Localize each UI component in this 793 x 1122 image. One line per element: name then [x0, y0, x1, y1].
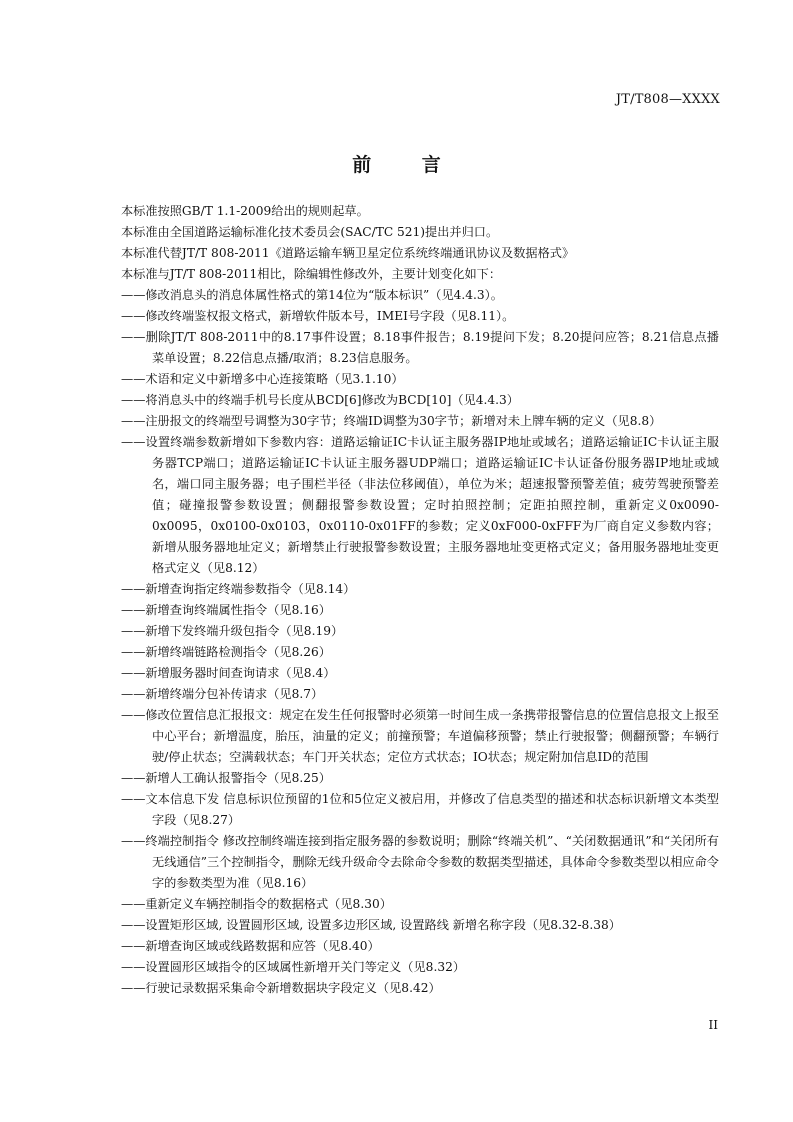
change-list-item: ——注册报文的终端型号调整为30字节；终端ID调整为30字节；新增对未上牌车辆的定义（见8.8）: [121, 414, 662, 428]
change-list-item: ——设置圆形区域指令的区域属性新增开关门等定义（见8.32）: [121, 960, 466, 974]
intro-paragraph: 本标准与JT/T 808-2011相比，除编辑性修改外，主要计划变化如下：: [121, 267, 502, 281]
change-list-item: ——删除JT/T 808-2011中的8.17事件设置；8.18事件报告；8.19提问下发；8.20提问应答；8.21信息点播菜单设置；8.22信息点播/取消；8.23信息服务。: [121, 330, 719, 365]
change-list-item: ——新增查询区域或线路数据和应答（见8.40）: [121, 939, 380, 953]
change-list-item: ——修改终端鉴权报文格式，新增软件版本号，IMEI号字段（见8.11）。: [121, 309, 515, 323]
change-list-item: ——行驶记录数据采集命令新增数据块字段定义（见8.42）: [121, 981, 441, 995]
change-list-item: ——新增查询终端属性指令（见8.16）: [121, 603, 331, 617]
change-list-item: ——将消息头中的终端手机号长度从BCD[6]修改为BCD[10]（见4.4.3）: [121, 393, 519, 407]
intro-paragraph: 本标准按照GB/T 1.1-2009给出的规则起草。: [121, 204, 369, 218]
page-number: II: [708, 1018, 718, 1032]
change-list-item: ——设置矩形区域, 设置圆形区域, 设置多边形区域, 设置路线 新增名称字段（见8.32-8.38）: [121, 918, 621, 932]
change-list-item: ——新增下发终端升级包指令（见8.19）: [121, 624, 344, 638]
change-list-item: ——术语和定义中新增多中心连接策略（见3.1.10）: [121, 372, 404, 386]
intro-paragraph: 本标准代替JT/T 808-2011《道路运输车辆卫星定位系统终端通讯协议及数据格式》: [121, 246, 575, 260]
body-text: [121, 201, 719, 999]
change-list-item: ——修改位置信息汇报报文：规定在发生任何报警时必须第一时间生成一条携带报警信息的位置信息报文上报至中心平台；新增温度，胎压，油量的定义；前撞预警；车道偏移预警；禁止行驶报警；侧翻预警；车辆行驶/停止状态；空满载状态；车门开关状态；定位方式状态；IO状态；规定附加信息ID的范围: [121, 708, 719, 764]
intro-paragraph: 本标准由全国道路运输标准化技术委员会(SAC/TC 521)提出并归口。: [121, 225, 499, 239]
change-list-item: ——新增人工确认报警指令（见8.25）: [121, 771, 331, 785]
change-list-item: ——设置终端参数新增如下参数内容：道路运输证IC卡认证主服务器IP地址或域名；道路运输证IC卡认证主服务器TCP端口；道路运输证IC卡认证主服务器UDP端口；道路运输证IC卡认证备份服务器IP地址或域名，端口同主服务器；电子围栏半径（非法位移阈值），单位为米；超速报警预警差值；疲劳驾驶预警差值；碰撞报警参数设置；侧翻报警参数设置；定时拍照控制；定距拍照控制，重新定义0x0090-0x0095，0x0100-0x0103，0x0110-0x01FF的参数；定义0xF000-0xFFF为厂商自定义参数内容；新增从服务器地址定义；新增禁止行驶报警参数设置；主服务器地址变更格式定义；备用服务器地址变更格式定义（见8.12）: [121, 435, 719, 575]
change-list-item: ——新增终端链路检测指令（见8.26）: [121, 645, 331, 659]
change-list-item: ——新增终端分包补传请求（见8.7）: [121, 687, 324, 701]
change-list-item: ——新增服务器时间查询请求（见8.4）: [121, 666, 336, 680]
change-list-item: ——终端控制指令 修改控制终端连接到指定服务器的参数说明；删除“终端关机”、“关闭数据通讯”和“关闭所有无线通信”三个控制指令，删除无线升级命令去除命令参数的数据类型描述，具体命令参数类型以相应命令字的参数类型为准（见8.16）: [121, 834, 719, 890]
page-title: 前 言: [352, 154, 463, 176]
document-code: JT/T808—XXXX: [615, 92, 720, 107]
change-list-item: ——文本信息下发 信息标识位预留的1位和5位定义被启用，并修改了信息类型的描述和状态标识新增文本类型字段（见8.27）: [121, 792, 719, 827]
change-list-item: ——修改消息头的消息体属性格式的第14位为“版本标识”（见4.4.3）。: [121, 288, 503, 302]
change-list-item: ——重新定义车辆控制指令的数据格式（见8.30）: [121, 897, 392, 911]
change-list-item: ——新增查询指定终端参数指令（见8.14）: [121, 582, 356, 596]
